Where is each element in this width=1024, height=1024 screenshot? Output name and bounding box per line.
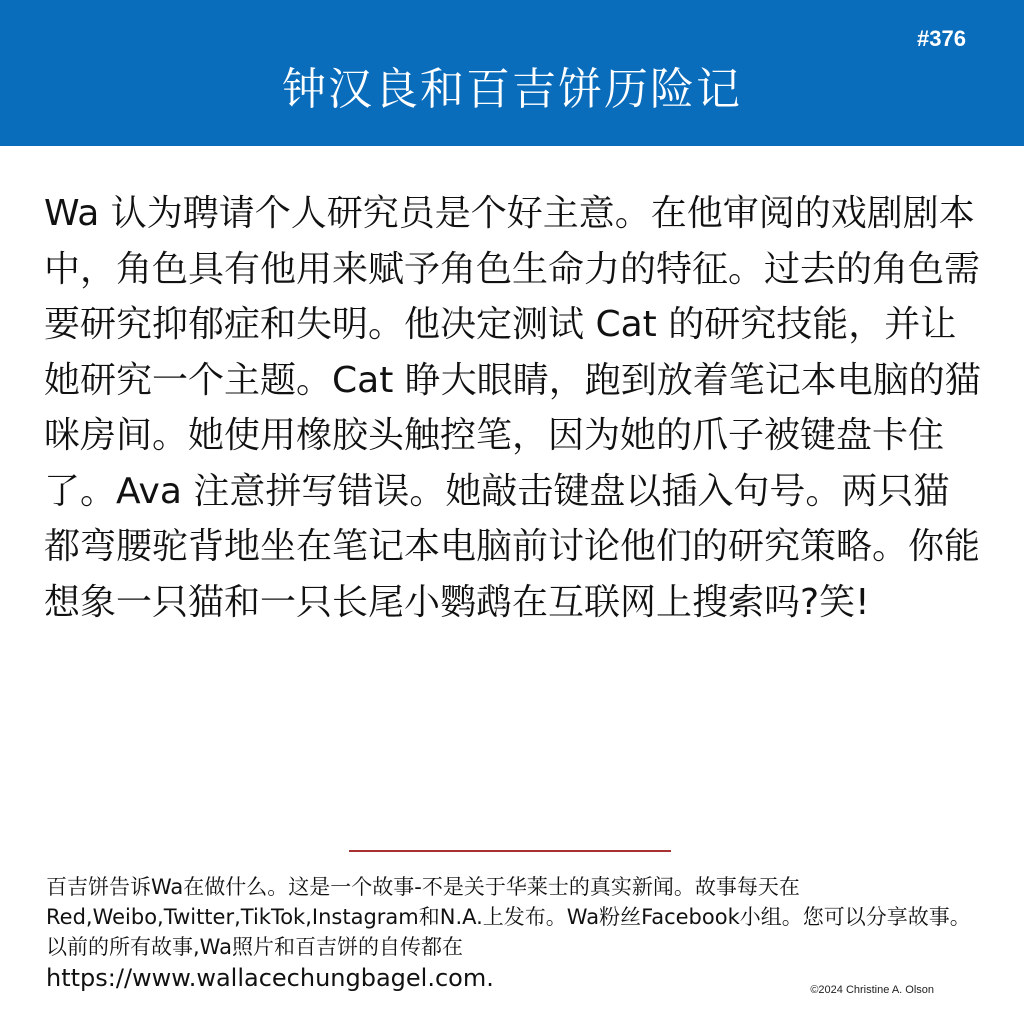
- divider: [349, 850, 671, 852]
- website-link[interactable]: https://www.wallacechungbagel.com.: [46, 964, 494, 992]
- footer-text: 百吉饼告诉Wa在做什么。这是一个故事-不是关于华莱士的真实新闻。故事每天在Red,Weibo,Twitter,TikTok,Instagram和N.A.上发布。Wa粉丝Facebook小组。您可以分享故事。以前的所有故事,Wa照片和百吉饼的自传都在: [46, 875, 971, 959]
- footer-note: [46, 872, 976, 994]
- copyright-notice: ©2024 Christine A. Olson: [810, 984, 934, 996]
- story-text: Wa 认为聘请个人研究员是个好主意。在他审阅的戏剧剧本中，角色具有他用来赋予角色生命力的特征。过去的角色需要研究抑郁症和失明。他决定测试 Cat 的研究技能，并让她研究一个主题。Cat 睁大眼睛，跑到放着笔记本电脑的猫咪房间。她使用橡胶头触控笔，因为她的爪子被键盘卡住了。Ava 注意拼写错误。她敲击键盘以插入句号。两只猫都弯腰驼背地坐在笔记本电脑前讨论他们的研究策略。你能想象一只猫和一只长尾小鹦鹉在互联网上搜索吗?笑!: [44, 193, 981, 623]
- page-title: 钟汉良和百吉饼历险记: [282, 64, 742, 115]
- header-banner: [0, 0, 1024, 146]
- episode-number: #376: [917, 26, 966, 51]
